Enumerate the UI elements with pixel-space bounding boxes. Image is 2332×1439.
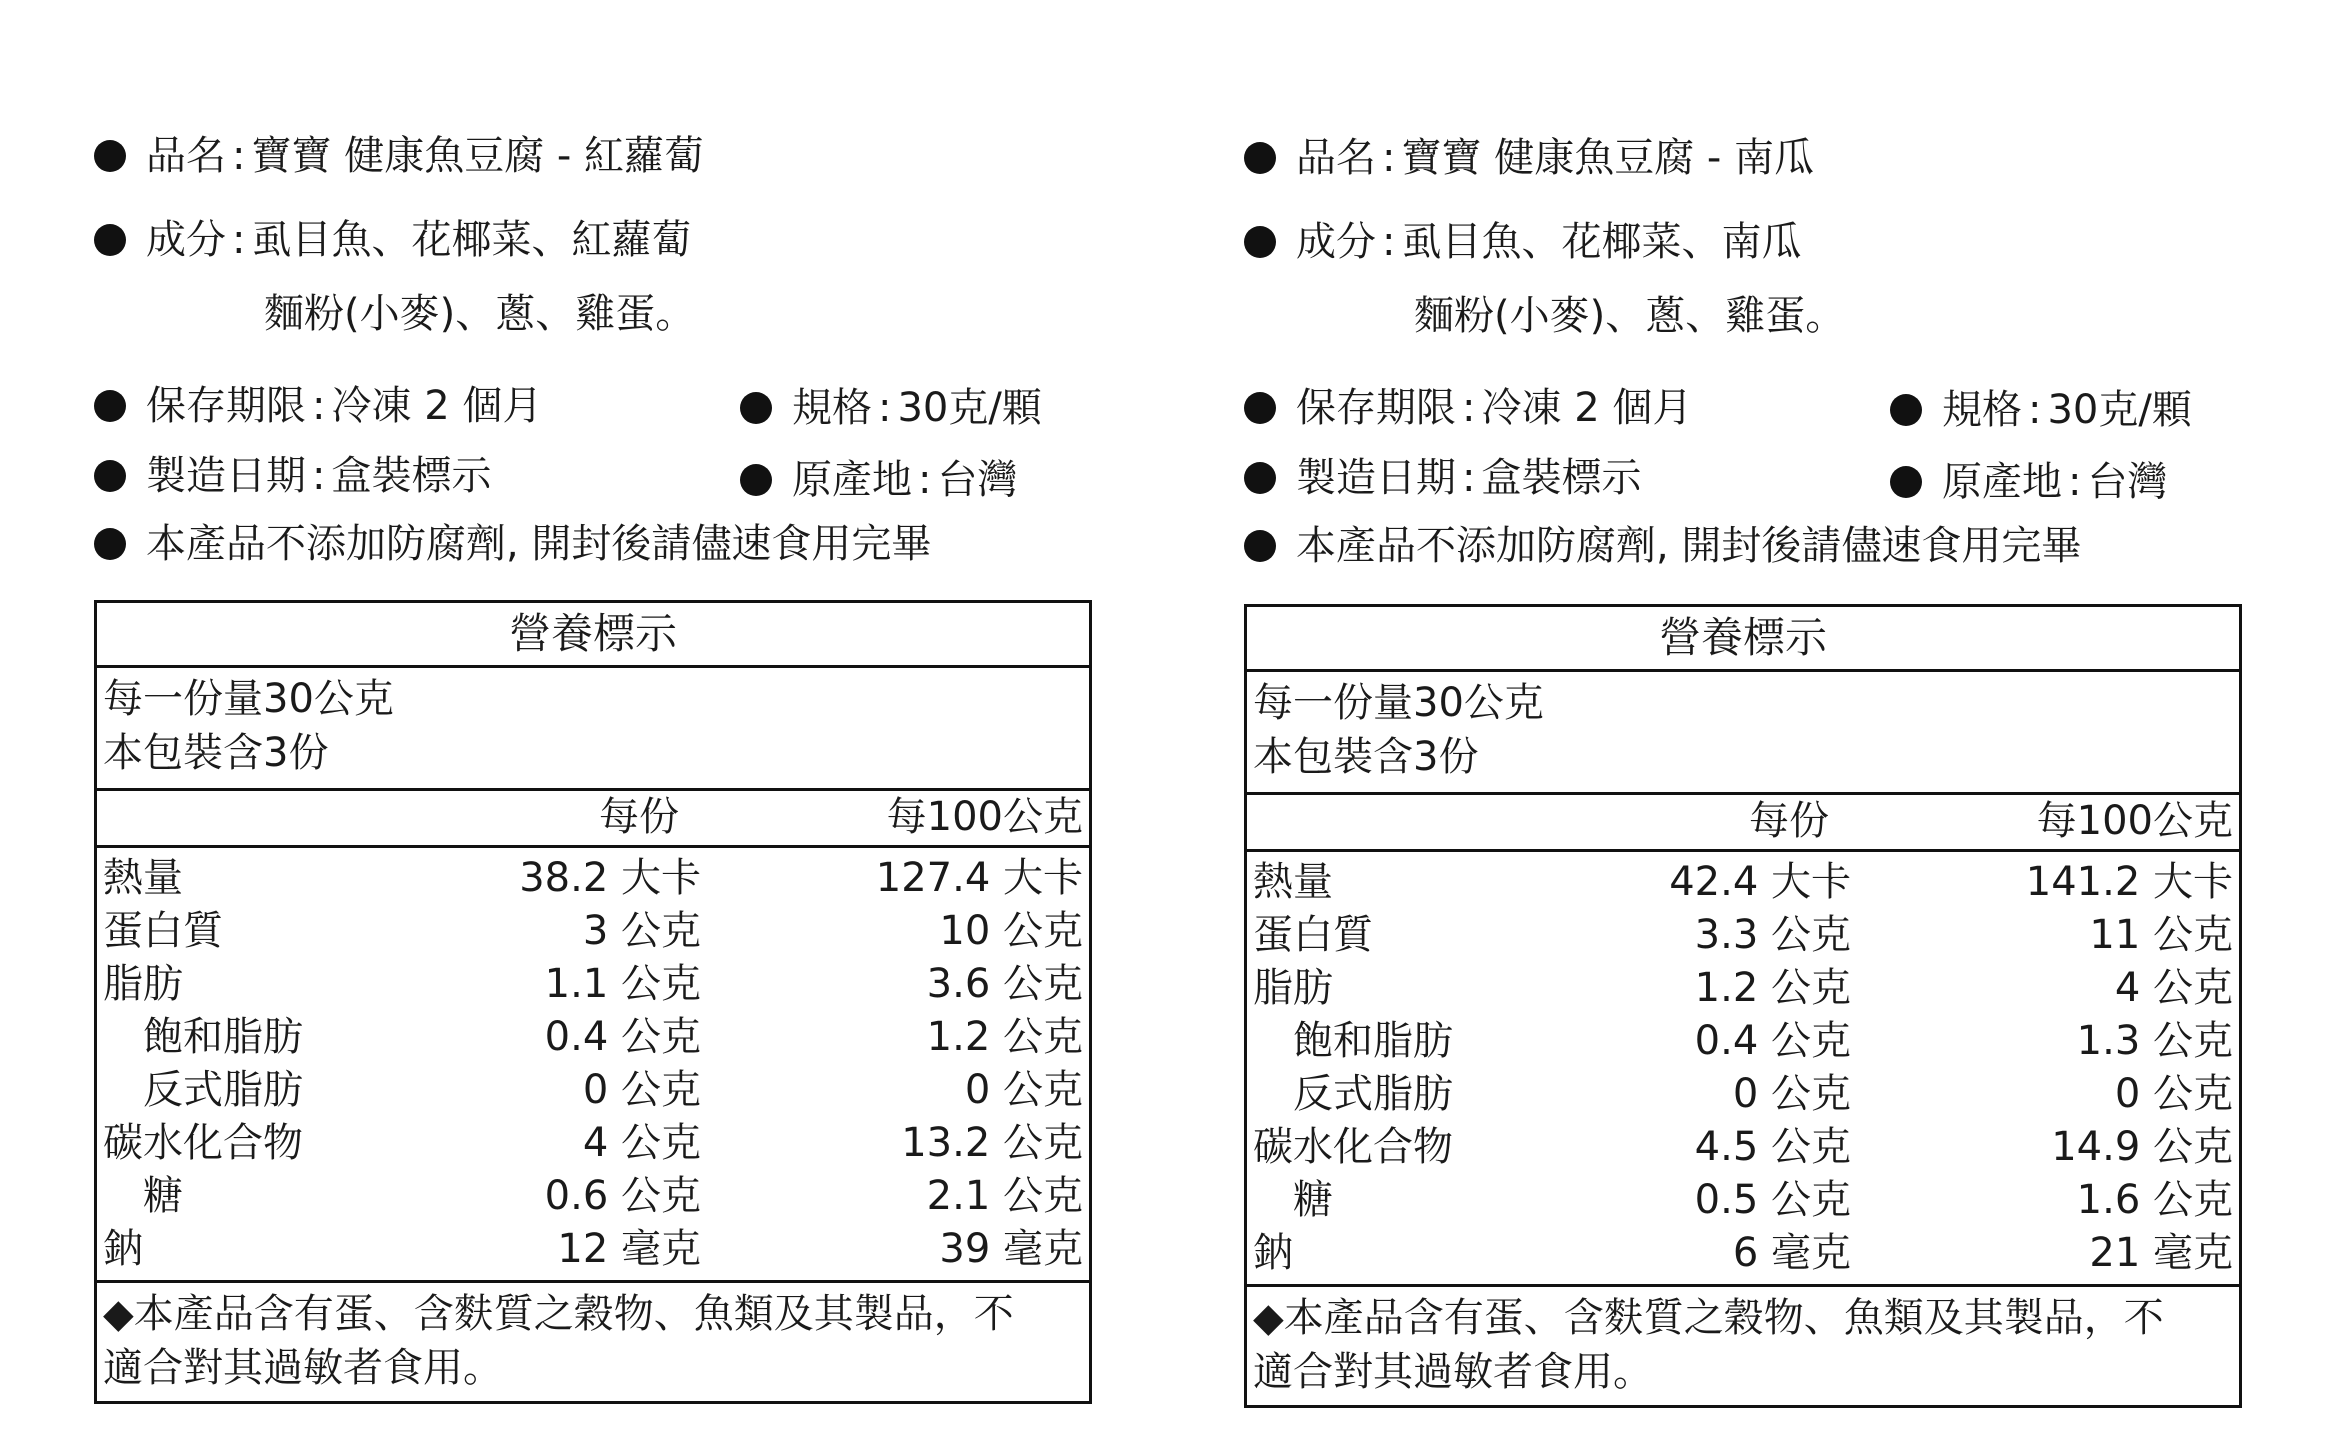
shelf-life-line: 保存期限 : 冷凍 2 個月 (1244, 384, 1692, 432)
bullet-icon (1244, 142, 1276, 174)
ingredients-label: 成分 (1296, 219, 1376, 265)
serving-info (97, 668, 1089, 791)
shelf-life-line: 保存期限 : 冷凍 2 個月 (94, 382, 542, 430)
notice-text: 本產品不添加防腐劑, 開封後請儘速食用完畢 (146, 521, 932, 567)
spec-label: 規格 (1942, 387, 2022, 433)
origin-value: 台灣 (937, 457, 1018, 503)
nutrition-row-energy: 熱量 42.4 大卡 141.2 大卡 (1253, 859, 2233, 905)
shelf-life-label: 保存期限 (1296, 385, 1456, 431)
bullet-icon (740, 464, 772, 496)
ingredients-value-2: 麵粉(小麥)、蔥、雞蛋。 (1414, 293, 1846, 339)
name-value: 寶寶 健康魚豆腐 - 紅蘿蔔 (251, 133, 705, 179)
bullet-icon (1890, 466, 1922, 498)
servings-per-pack: 本包裝含3份 (1253, 734, 1479, 780)
serving-info (1247, 672, 2239, 795)
serving-size: 每一份量30公克 (1253, 680, 1544, 726)
nutrition-row-carbohydrate: 碳水化合物 4 公克 13.2 公克 (103, 1120, 1083, 1166)
ingredients-value-1: 虱目魚、花椰菜、南瓜 (1401, 219, 1802, 265)
nutrition-row-carbohydrate: 碳水化合物 4.5 公克 14.9 公克 (1253, 1124, 2233, 1170)
name-line: 品名 : 寶寶 健康魚豆腐 - 紅蘿蔔 (94, 132, 704, 180)
allergen-note: ◆本產品含有蛋、含麩質之穀物、魚類及其製品，不 適合對其過敏者食用。 (1253, 1295, 2164, 1395)
preservative-notice (1244, 522, 2081, 570)
ingredients-line-2 (264, 290, 695, 338)
nutrition-row-sodium: 鈉 12 毫克 39 毫克 (103, 1226, 1083, 1272)
col-per-serving: 每份 (1749, 798, 1829, 844)
col-per-100g: 每100公克 (2036, 798, 2233, 844)
nutrition-rows (97, 848, 1089, 1283)
name-line: 品名 : 寶寶 健康魚豆腐 - 南瓜 (1244, 134, 1814, 182)
nutrition-rows (1247, 852, 2239, 1287)
spec-value: 30克/顆 (897, 385, 1042, 431)
nutrition-table (1244, 604, 2242, 1408)
nutrition-header-row (1247, 795, 2239, 852)
nutrition-row-trans-fat: 反式脂肪 0 公克 0 公克 (143, 1067, 1083, 1113)
name-label: 品名 (146, 133, 226, 179)
bullet-icon (94, 390, 126, 422)
shelf-life-value: 冷凍 2 個月 (331, 383, 543, 429)
spec-label: 規格 (792, 385, 872, 431)
name-value: 寶寶 健康魚豆腐 - 南瓜 (1401, 135, 1815, 181)
nutrition-row-protein: 蛋白質 3 公克 10 公克 (103, 908, 1083, 954)
nutrition-row-trans-fat: 反式脂肪 0 公克 0 公克 (1293, 1071, 2233, 1117)
col-per-serving: 每份 (599, 794, 679, 840)
mfg-date-value: 盒裝標示 (1481, 455, 1642, 501)
spec-value: 30克/顆 (2047, 387, 2192, 433)
nutrition-table (94, 600, 1092, 1404)
nutrition-row-sugar: 糖 0.5 公克 1.6 公克 (1293, 1177, 2233, 1223)
product-label-pumpkin (1150, 0, 2250, 1439)
bullet-icon (740, 392, 772, 424)
ingredients-line: 成分 : 虱目魚、花椰菜、紅蘿蔔 (94, 216, 691, 264)
origin-value: 台灣 (2087, 459, 2168, 505)
origin-label: 原產地 (792, 457, 912, 503)
mfg-date-line: 製造日期 : 盒裝標示 (1244, 454, 1641, 502)
bullet-icon (94, 460, 126, 492)
nutrition-row-fat: 脂肪 1.1 公克 3.6 公克 (103, 961, 1083, 1007)
bullet-icon (94, 140, 126, 172)
col-per-100g: 每100公克 (886, 794, 1083, 840)
nutrition-row-saturated-fat: 飽和脂肪 0.4 公克 1.3 公克 (1293, 1018, 2233, 1064)
servings-per-pack: 本包裝含3份 (103, 730, 329, 776)
origin-line: 原產地 : 台灣 (1890, 458, 2167, 506)
ingredients-label: 成分 (146, 217, 226, 263)
bullet-icon (1244, 392, 1276, 424)
name-label: 品名 (1296, 135, 1376, 181)
bullet-icon (1244, 462, 1276, 494)
nutrition-row-protein: 蛋白質 3.3 公克 11 公克 (1253, 912, 2233, 958)
nutrition-row-sodium: 鈉 6 毫克 21 毫克 (1253, 1230, 2233, 1276)
bullet-icon (1244, 530, 1276, 562)
mfg-date-label: 製造日期 (146, 453, 306, 499)
product-label-carrot (0, 0, 1100, 1439)
bullet-icon (1890, 394, 1922, 426)
spec-line: 規格 : 30克/顆 (740, 384, 1042, 432)
mfg-date-label: 製造日期 (1296, 455, 1456, 501)
spec-line: 規格 : 30克/顆 (1890, 386, 2192, 434)
nutrition-row-energy: 熱量 38.2 大卡 127.4 大卡 (103, 855, 1083, 901)
ingredients-line: 成分 : 虱目魚、花椰菜、南瓜 (1244, 218, 1801, 266)
ingredients-line-2 (1414, 292, 1845, 340)
mfg-date-value: 盒裝標示 (331, 453, 492, 499)
mfg-date-line: 製造日期 : 盒裝標示 (94, 452, 491, 500)
ingredients-value-1: 虱目魚、花椰菜、紅蘿蔔 (251, 217, 692, 263)
preservative-notice (94, 520, 931, 568)
shelf-life-value: 冷凍 2 個月 (1481, 385, 1693, 431)
shelf-life-label: 保存期限 (146, 383, 306, 429)
ingredients-value-2: 麵粉(小麥)、蔥、雞蛋。 (264, 291, 696, 337)
origin-line: 原產地 : 台灣 (740, 456, 1017, 504)
serving-size: 每一份量30公克 (103, 676, 394, 722)
bullet-icon (1244, 226, 1276, 258)
nutrition-header-row (97, 791, 1089, 848)
nutrition-row-sugar: 糖 0.6 公克 2.1 公克 (143, 1173, 1083, 1219)
nutrition-title: 營養標示 (1247, 607, 2239, 672)
notice-text: 本產品不添加防腐劑, 開封後請儘速食用完畢 (1296, 523, 2082, 569)
allergen-note: ◆本產品含有蛋、含麩質之穀物、魚類及其製品，不 適合對其過敏者食用。 (103, 1291, 1014, 1391)
bullet-icon (94, 528, 126, 560)
nutrition-row-fat: 脂肪 1.2 公克 4 公克 (1253, 965, 2233, 1011)
origin-label: 原產地 (1942, 459, 2062, 505)
bullet-icon (94, 224, 126, 256)
nutrition-row-saturated-fat: 飽和脂肪 0.4 公克 1.2 公克 (143, 1014, 1083, 1060)
nutrition-title: 營養標示 (97, 603, 1089, 668)
